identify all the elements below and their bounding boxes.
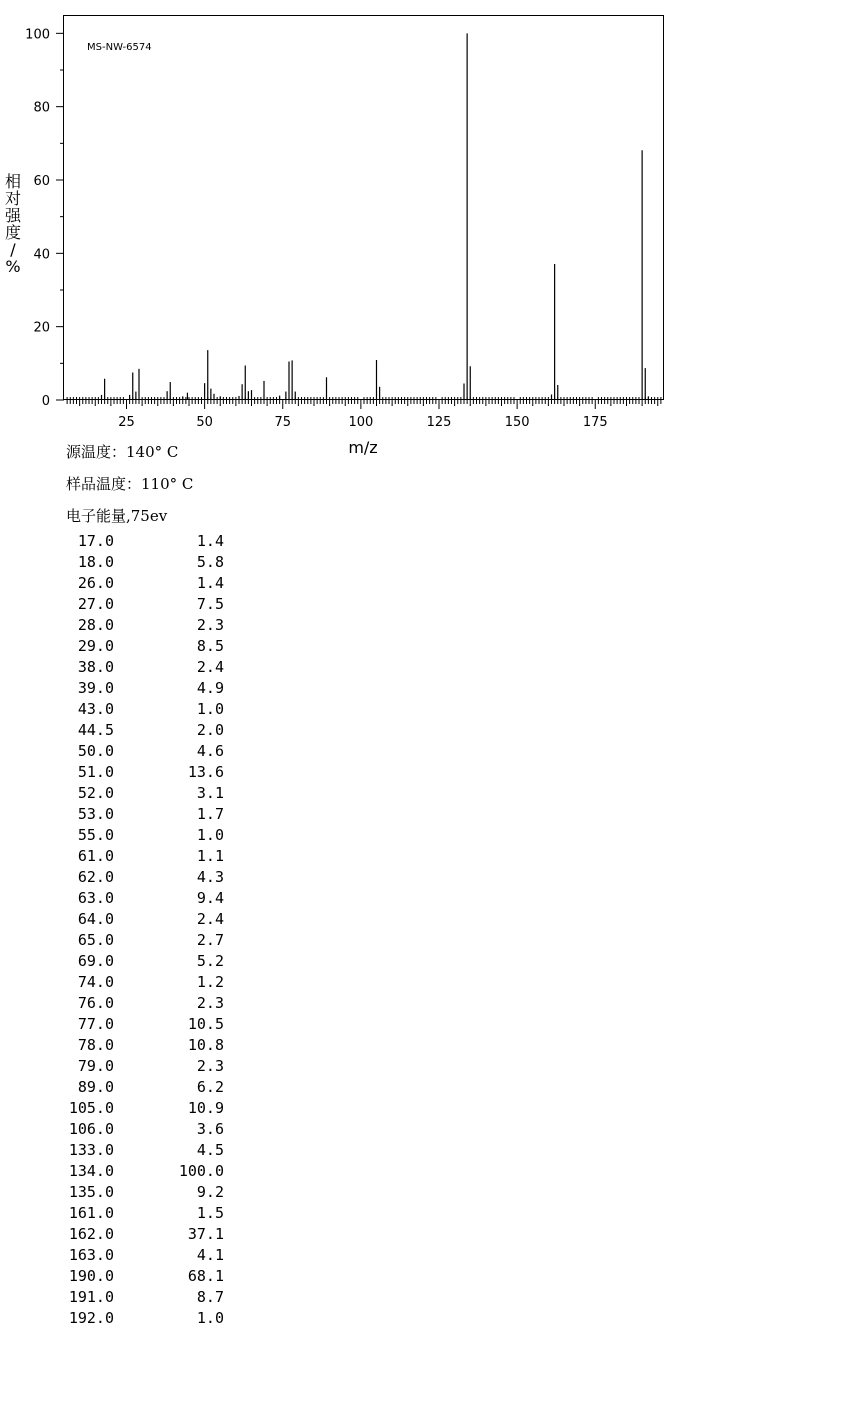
source-temperature: 源温度：140° C [66,443,179,461]
x-tick-label: 125 [426,415,452,430]
peak-mz: 135.0 [68,1183,114,1201]
peak-row [60,1246,240,1267]
peak-abundance: 2.7 [196,931,224,949]
peak-abundance: 1.1 [196,847,224,865]
peak-row [60,574,240,595]
y-tick-label: 40 [33,247,50,263]
sample-temperature: 样品温度：110° C [66,475,194,493]
peak-abundance: 4.9 [196,679,224,697]
peak-abundance: 2.3 [196,616,224,634]
peak-row [60,679,240,700]
peak-abundance: 7.5 [196,595,224,613]
plot-frame [64,16,664,400]
peak-abundance: 3.6 [196,1120,224,1138]
peak-abundance: 4.6 [196,742,224,760]
y-tick-label: 100 [25,27,50,43]
peak-mz: 39.0 [77,679,114,697]
x-tick-label: 50 [196,415,213,430]
peak-mz: 55.0 [77,826,114,844]
peak-abundance: 6.2 [196,1078,224,1096]
peak-mz: 89.0 [77,1078,114,1096]
peak-abundance: 5.2 [196,952,224,970]
peak-mz: 52.0 [77,784,114,802]
peak-row [60,616,240,637]
peak-mz: 163.0 [68,1246,114,1264]
y-tick-label: 0 [41,394,50,409]
peak-row [60,1099,240,1120]
peak-mz: 18.0 [77,553,114,571]
peak-row [60,637,240,658]
peak-abundance: 13.6 [187,763,224,781]
peak-mz: 74.0 [77,973,114,991]
peak-row [60,1204,240,1225]
x-tick-label: 75 [274,415,292,430]
peak-mz: 29.0 [77,637,114,655]
y-tick-label: 20 [33,320,50,336]
peak-mz: 26.0 [77,574,114,592]
peak-mz: 69.0 [77,952,114,970]
peak-row [60,994,240,1015]
x-tick-label: 25 [118,415,135,430]
peak-mz: 44.5 [77,721,114,739]
peak-mz: 134.0 [68,1162,114,1180]
peak-mz: 106.0 [68,1120,114,1138]
peak-abundance: 2.4 [196,910,224,928]
peak-row [60,931,240,952]
peak-mz: 53.0 [77,805,114,823]
peak-row [60,1225,240,1246]
peak-abundance: 1.4 [196,574,224,592]
peak-row [60,1267,240,1288]
peak-mz: 65.0 [77,931,114,949]
peak-mz: 38.0 [77,658,114,676]
peak-abundance: 2.3 [196,1057,224,1075]
peak-row [60,1183,240,1204]
peak-row [60,742,240,763]
peak-row [60,868,240,889]
peak-row [60,847,240,868]
peak-row [60,553,240,574]
peak-abundance: 1.0 [196,826,224,844]
peak-abundance: 37.1 [187,1225,224,1243]
peak-mz: 61.0 [77,847,114,865]
peak-abundance: 2.4 [196,658,224,676]
peak-mz: 43.0 [77,700,114,718]
peak-row [60,700,240,721]
peak-row [60,1141,240,1162]
peak-mz: 162.0 [68,1225,114,1243]
peak-row [60,1078,240,1099]
peak-abundance: 4.5 [196,1141,224,1159]
peak-mz: 105.0 [68,1099,114,1117]
sample-id: MS-NW-6574 [87,42,152,53]
x-tick-label: 150 [504,415,530,430]
peak-row [60,1120,240,1141]
y-axis-label: 相对强度/ % [4,172,22,276]
peak-row [60,532,240,553]
peak-abundance: 9.2 [196,1183,224,1201]
y-tick-label: 60 [33,174,50,189]
peak-abundance: 1.4 [196,532,224,550]
peak-row [60,658,240,679]
peak-mz: 76.0 [77,994,114,1012]
peak-mz: 161.0 [68,1204,114,1222]
peak-abundance: 1.2 [196,973,224,991]
peak-abundance: 1.0 [196,1309,224,1327]
peak-row [60,721,240,742]
peak-abundance: 100.0 [178,1162,224,1180]
peak-abundance: 4.1 [196,1246,224,1264]
peak-abundance: 1.5 [196,1204,224,1222]
peak-abundance: 1.7 [196,805,224,823]
peak-mz: 77.0 [77,1015,114,1033]
peak-row [60,910,240,931]
peak-abundance: 68.1 [187,1267,224,1285]
peak-mz: 191.0 [68,1288,114,1306]
peak-abundance: 10.9 [187,1099,224,1117]
peak-mz: 133.0 [68,1141,114,1159]
y-tick-label: 80 [33,100,50,116]
peak-row [60,1288,240,1309]
peak-mz: 190.0 [68,1267,114,1285]
peak-mz: 63.0 [77,889,114,907]
peak-abundance: 9.4 [196,889,224,907]
peak-mz: 64.0 [77,910,114,928]
peak-abundance: 2.0 [196,721,224,739]
peak-abundance: 1.0 [196,700,224,718]
peak-row [60,1057,240,1078]
peak-abundance: 3.1 [196,784,224,802]
peak-row [60,1309,240,1330]
peak-mz: 27.0 [77,595,114,613]
peak-row [60,952,240,973]
peak-row [60,784,240,805]
peak-mz: 50.0 [77,742,114,760]
peak-mz: 51.0 [77,763,114,781]
peak-abundance: 5.8 [196,553,224,571]
peak-abundance: 10.5 [187,1015,224,1033]
x-tick-label: 175 [582,415,608,430]
y-axis [25,27,64,409]
peak-mz: 17.0 [77,532,114,550]
mass-spectrum-chart [0,0,850,470]
peak-row [60,889,240,910]
peak-mz: 78.0 [77,1036,114,1054]
x-axis-label: m/z [348,438,378,457]
electron-energy: 电子能量,75ev [66,507,168,525]
peak-row [60,1015,240,1036]
peak-abundance: 4.3 [196,868,224,886]
peak-mz: 28.0 [77,616,114,634]
peak-mz: 192.0 [68,1309,114,1327]
peak-row [60,973,240,994]
peak-row [60,763,240,784]
peak-row [60,1036,240,1057]
peak-abundance: 8.5 [196,637,224,655]
peak-mz: 79.0 [77,1057,114,1075]
peak-abundance: 2.3 [196,994,224,1012]
peak-mz: 62.0 [77,868,114,886]
peak-list [60,532,240,1330]
peak-abundance: 8.7 [196,1288,224,1306]
peak-bars [102,33,649,400]
peak-row [60,805,240,826]
peak-abundance: 10.8 [187,1036,224,1054]
peak-row [60,826,240,847]
peak-row [60,595,240,616]
peak-row [60,1162,240,1183]
x-tick-label: 100 [348,415,374,430]
x-axis [67,397,661,430]
